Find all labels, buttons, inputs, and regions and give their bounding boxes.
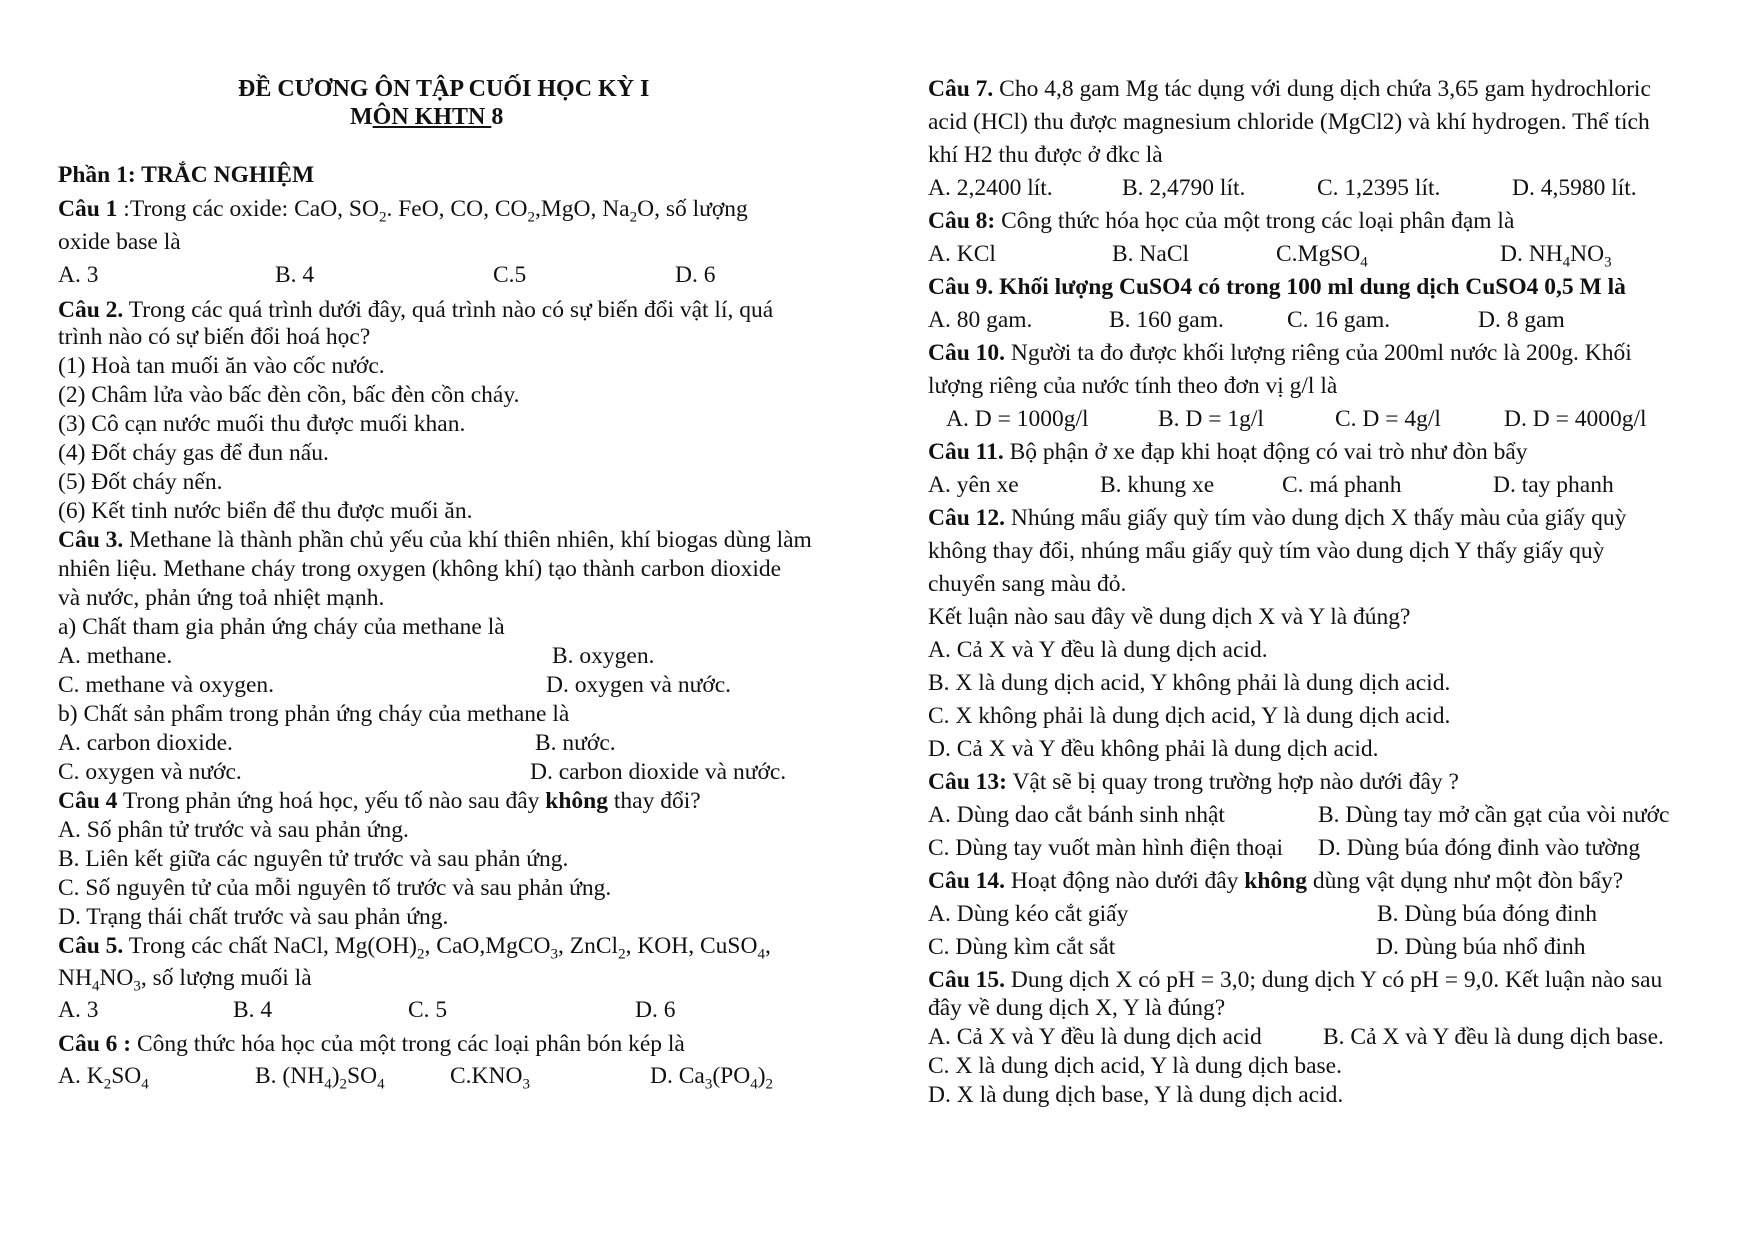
option-b: B. 160 gam. — [1109, 307, 1224, 333]
list-item: (3) Cô cạn nước muối thu được muối khan. — [58, 411, 466, 437]
option-c: C. methane và oxygen. — [58, 672, 275, 698]
question-11-options — [880, 471, 1755, 499]
option-b: B. 4 — [275, 262, 315, 288]
question-3a-options-row1 — [0, 642, 880, 670]
question-3a: a) Chất tham gia phản ứng cháy của methane là — [58, 614, 505, 640]
question-5: Câu 5. Trong các chất NaCl, $Mg(OH)_2$, CaO,MgCO$_3$, ZnCl$_2$, KOH, CuSO$_4$, — [58, 933, 771, 963]
question-label: Câu 10. — [928, 340, 1006, 366]
question-12-cont: không thay đổi, nhúng mẩu giấy quỳ tím vào dung dịch Y thấy giấy quỳ — [928, 538, 1605, 564]
option-d: D. D = 4000g/l — [1504, 406, 1647, 432]
option-b: B. khung xe — [1100, 472, 1215, 498]
subtitle-part: 8 — [491, 104, 504, 130]
option-d: D. $Ca_3(PO_4)_2$ — [650, 1063, 774, 1093]
question-14: Câu 14. Hoạt động nào dưới đây không dùng vật dụng như một đòn bẩy? — [928, 868, 1624, 894]
question-label: Câu 14. — [928, 868, 1006, 894]
option-a: A. 3 — [58, 262, 99, 288]
option-a: A. Cả X và Y đều là dung dịch acid. — [928, 637, 1268, 663]
question-label: Câu 13: — [928, 769, 1007, 795]
option-a: A. 3 — [58, 997, 99, 1023]
option-a: A. 80 gam. — [928, 307, 1033, 333]
question-12-cont: chuyển sang màu đỏ. — [928, 571, 1127, 597]
question-8-options — [880, 240, 1755, 270]
option-d: D. $NH_4NO_3$ — [1500, 241, 1612, 271]
question-label: Câu 4 — [58, 788, 118, 814]
option-d: D. X là dung dịch base, Y là dung dịch acid. — [928, 1082, 1344, 1108]
question-10-cont: lượng riêng của nước tính theo đơn vị g/l là — [928, 373, 1338, 399]
option-d: D. 4,5980 lít. — [1512, 175, 1637, 201]
list-item: (4) Đốt cháy gas để đun nấu. — [58, 440, 329, 466]
question-14-options-row2 — [880, 933, 1755, 961]
document-title: ĐỀ CƯƠNG ÔN TẬP CUỐI HỌC KỲ I — [238, 76, 650, 102]
question-label: Câu 3. — [58, 527, 124, 553]
option-c: C. 16 gam. — [1287, 307, 1391, 333]
question-label: Câu 1 — [58, 196, 118, 222]
subtitle-part: M — [350, 104, 373, 130]
option-b: B. Dùng tay mở cần gạt của vòi nước — [1318, 802, 1670, 828]
question-label: Câu 15. — [928, 967, 1006, 993]
question-3: Câu 3. Methane là thành phần chủ yếu của khí thiên nhiên, khí biogas dùng làm — [58, 527, 812, 553]
question-3b-options-row2 — [0, 758, 880, 786]
question-9: Câu 9. Khối lượng CuSO4 có trong 100 ml dung dịch CuSO4 0,5 M là — [928, 274, 1626, 300]
option-d: D. Dùng búa đóng đinh vào tường — [1318, 835, 1641, 861]
option-b: B. Dùng búa đóng đinh — [1377, 901, 1597, 927]
option-d: D. Cả X và Y đều không phải là dung dịch acid. — [928, 736, 1379, 762]
list-item: (1) Hoà tan muối ăn vào cốc nước. — [58, 353, 385, 379]
question-label: Câu 8: — [928, 208, 996, 234]
question-label: Câu 6 : — [58, 1031, 132, 1057]
question-1: Câu 1 :Trong các oxide: CaO, $SO_2$. FeO, CO, $CO_2,MgO$, $Na_2O$, số lượng — [58, 196, 748, 226]
option-c: C. má phanh — [1282, 472, 1402, 498]
question-7: Câu 7. Cho 4,8 gam Mg tác dụng với dung dịch chứa 3,65 gam hydrochloric — [928, 76, 1651, 102]
option-b: B. Cả X và Y đều là dung dịch base. — [1323, 1024, 1664, 1050]
option-d: D. tay phanh — [1493, 472, 1614, 498]
question-7-cont: khí H2 thu được ở đkc là — [928, 142, 1163, 168]
option-a: A. carbon dioxide. — [58, 730, 233, 756]
question-1-cont: oxide base là — [58, 229, 181, 255]
option-c: C. X là dung dịch acid, Y là dung dịch base. — [928, 1053, 1342, 1079]
question-5-cont: $NH_4NO_3$, số lượng muối là — [58, 965, 312, 995]
list-item: (6) Kết tinh nước biển để thu được muối ăn. — [58, 498, 473, 524]
option-a: A. Dùng dao cắt bánh sinh nhật — [928, 802, 1225, 828]
option-d: D. carbon dioxide và nước. — [530, 759, 787, 785]
option-c: C. 1,2395 lít. — [1317, 175, 1441, 201]
option-c: C. oxygen và nước. — [58, 759, 242, 785]
option-a: A. yên xe — [928, 472, 1019, 498]
option-b: B. X là dung dịch acid, Y không phải là dung dịch acid. — [928, 670, 1451, 696]
question-9-options — [880, 306, 1755, 334]
question-13-options-row1 — [880, 801, 1755, 829]
option-c: C.MgSO$_4$ — [1276, 241, 1368, 271]
option-a: A. KCl — [928, 241, 996, 267]
question-10-options — [880, 405, 1755, 433]
section-heading: Phần 1: TRẮC NGHIỆM — [58, 162, 315, 188]
option-c: $C.KNO_3$ — [450, 1063, 530, 1093]
subtitle-underlined: ÔN KHTN — [372, 104, 492, 130]
option-b: B. 2,4790 lít. — [1122, 175, 1246, 201]
option-c: C. D = 4g/l — [1335, 406, 1441, 432]
option-b: B. Liên kết giữa các nguyên tử trước và sau phản ứng. — [58, 846, 569, 872]
question-15-options-row1 — [880, 1023, 1755, 1051]
question-3-cont: và nước, phản ứng toả nhiệt mạnh. — [58, 585, 385, 611]
option-d: D. 6 — [675, 262, 716, 288]
option-a: A. 2,2400 lít. — [928, 175, 1053, 201]
option-a: A. methane. — [58, 643, 173, 669]
option-c: C. Dùng tay vuốt màn hình điện thoại — [928, 835, 1284, 861]
option-c: C.5 — [493, 262, 527, 288]
question-8: Câu 8: Công thức hóa học của một trong các loại phân đạm là — [928, 208, 1515, 234]
question-2-cont: trình nào có sự biến đổi hoá học? — [58, 324, 371, 350]
option-c: C. Dùng kìm cắt sắt — [928, 934, 1116, 960]
question-1-options — [0, 261, 880, 289]
question-6: Câu 6 : Công thức hóa học của một trong các loại phân bón kép là — [58, 1031, 685, 1057]
question-4: Câu 4 Trong phản ứng hoá học, yếu tố nào sau đây không thay đổi? — [58, 788, 701, 814]
question-label: Câu 11. — [928, 439, 1004, 465]
question-15: Câu 15. Dung dịch X có pH = 3,0; dung dịch Y có pH = 9,0. Kết luận nào sau — [928, 967, 1663, 993]
option-b: B. D = 1g/l — [1158, 406, 1264, 432]
question-label: Câu 7. — [928, 76, 994, 102]
question-3-cont: nhiên liệu. Methane cháy trong oxygen (không khí) tạo thành carbon dioxide — [58, 556, 782, 582]
option-b: B. $(NH_4)_2SO_4$ — [255, 1063, 385, 1093]
option-a: A. Số phân tử trước và sau phản ứng. — [58, 817, 409, 843]
question-7-options — [880, 174, 1755, 202]
question-3b: b) Chất sản phẩm trong phản ứng cháy của methane là — [58, 701, 570, 727]
option-b: B. nước. — [535, 730, 616, 756]
question-3b-options-row1 — [0, 729, 880, 757]
list-item: (5) Đốt cháy nến. — [58, 469, 223, 495]
question-label: Câu 12. — [928, 505, 1006, 531]
question-5-options — [0, 996, 880, 1024]
option-a: A. $K_2SO_4$ — [58, 1063, 149, 1093]
question-2: Câu 2. Trong các quá trình dưới đây, quá trình nào có sự biến đổi vật lí, quá — [58, 297, 774, 323]
option-d: D. Trạng thái chất trước và sau phản ứng. — [58, 904, 449, 930]
option-a: A. D = 1000g/l — [946, 406, 1089, 432]
option-b: B. NaCl — [1112, 241, 1190, 267]
question-12-cont: Kết luận nào sau đây về dung dịch X và Y là đúng? — [928, 604, 1411, 630]
question-12: Câu 12. Nhúng mẩu giấy quỳ tím vào dung dịch X thấy màu của giấy quỳ — [928, 505, 1627, 531]
question-label: Câu 5. — [58, 933, 124, 959]
question-7-cont: acid (HCl) thu được magnesium chloride (MgCl2) và khí hydrogen. Thể tích — [928, 109, 1650, 135]
option-b: B. oxygen. — [552, 643, 655, 669]
question-6-options — [0, 1062, 880, 1092]
option-a: A. Cả X và Y đều là dung dịch acid — [928, 1024, 1262, 1050]
option-a: A. Dùng kéo cắt giấy — [928, 901, 1129, 927]
document-subtitle — [350, 103, 503, 131]
question-14-options-row1 — [880, 900, 1755, 928]
question-11: Câu 11. Bộ phận ở xe đạp khi hoạt động có vai trò như đòn bẩy — [928, 439, 1528, 465]
option-c: C. Số nguyên tử của mỗi nguyên tố trước và sau phản ứng. — [58, 875, 612, 901]
question-10: Câu 10. Người ta đo được khối lượng riêng của 200ml nước là 200g. Khối — [928, 340, 1632, 366]
question-label: Câu 2. — [58, 297, 124, 323]
question-13-options-row2 — [880, 834, 1755, 862]
list-item: (2) Châm lửa vào bấc đèn cồn, bấc đèn cồn cháy. — [58, 382, 520, 408]
question-3a-options-row2 — [0, 671, 880, 699]
question-13: Câu 13: Vật sẽ bị quay trong trường hợp nào dưới đây ? — [928, 769, 1459, 795]
option-d: D. oxygen và nước. — [546, 672, 732, 698]
option-d: D. 6 — [635, 997, 676, 1023]
option-c: C. X không phải là dung dịch acid, Y là dung dịch acid. — [928, 703, 1451, 729]
option-c: C. 5 — [408, 997, 448, 1023]
option-b: B. 4 — [233, 997, 273, 1023]
option-d: D. Dùng búa nhổ đinh — [1376, 934, 1586, 960]
question-15-cont: đây về dung dịch X, Y là đúng? — [928, 995, 1226, 1021]
option-d: D. 8 gam — [1478, 307, 1565, 333]
